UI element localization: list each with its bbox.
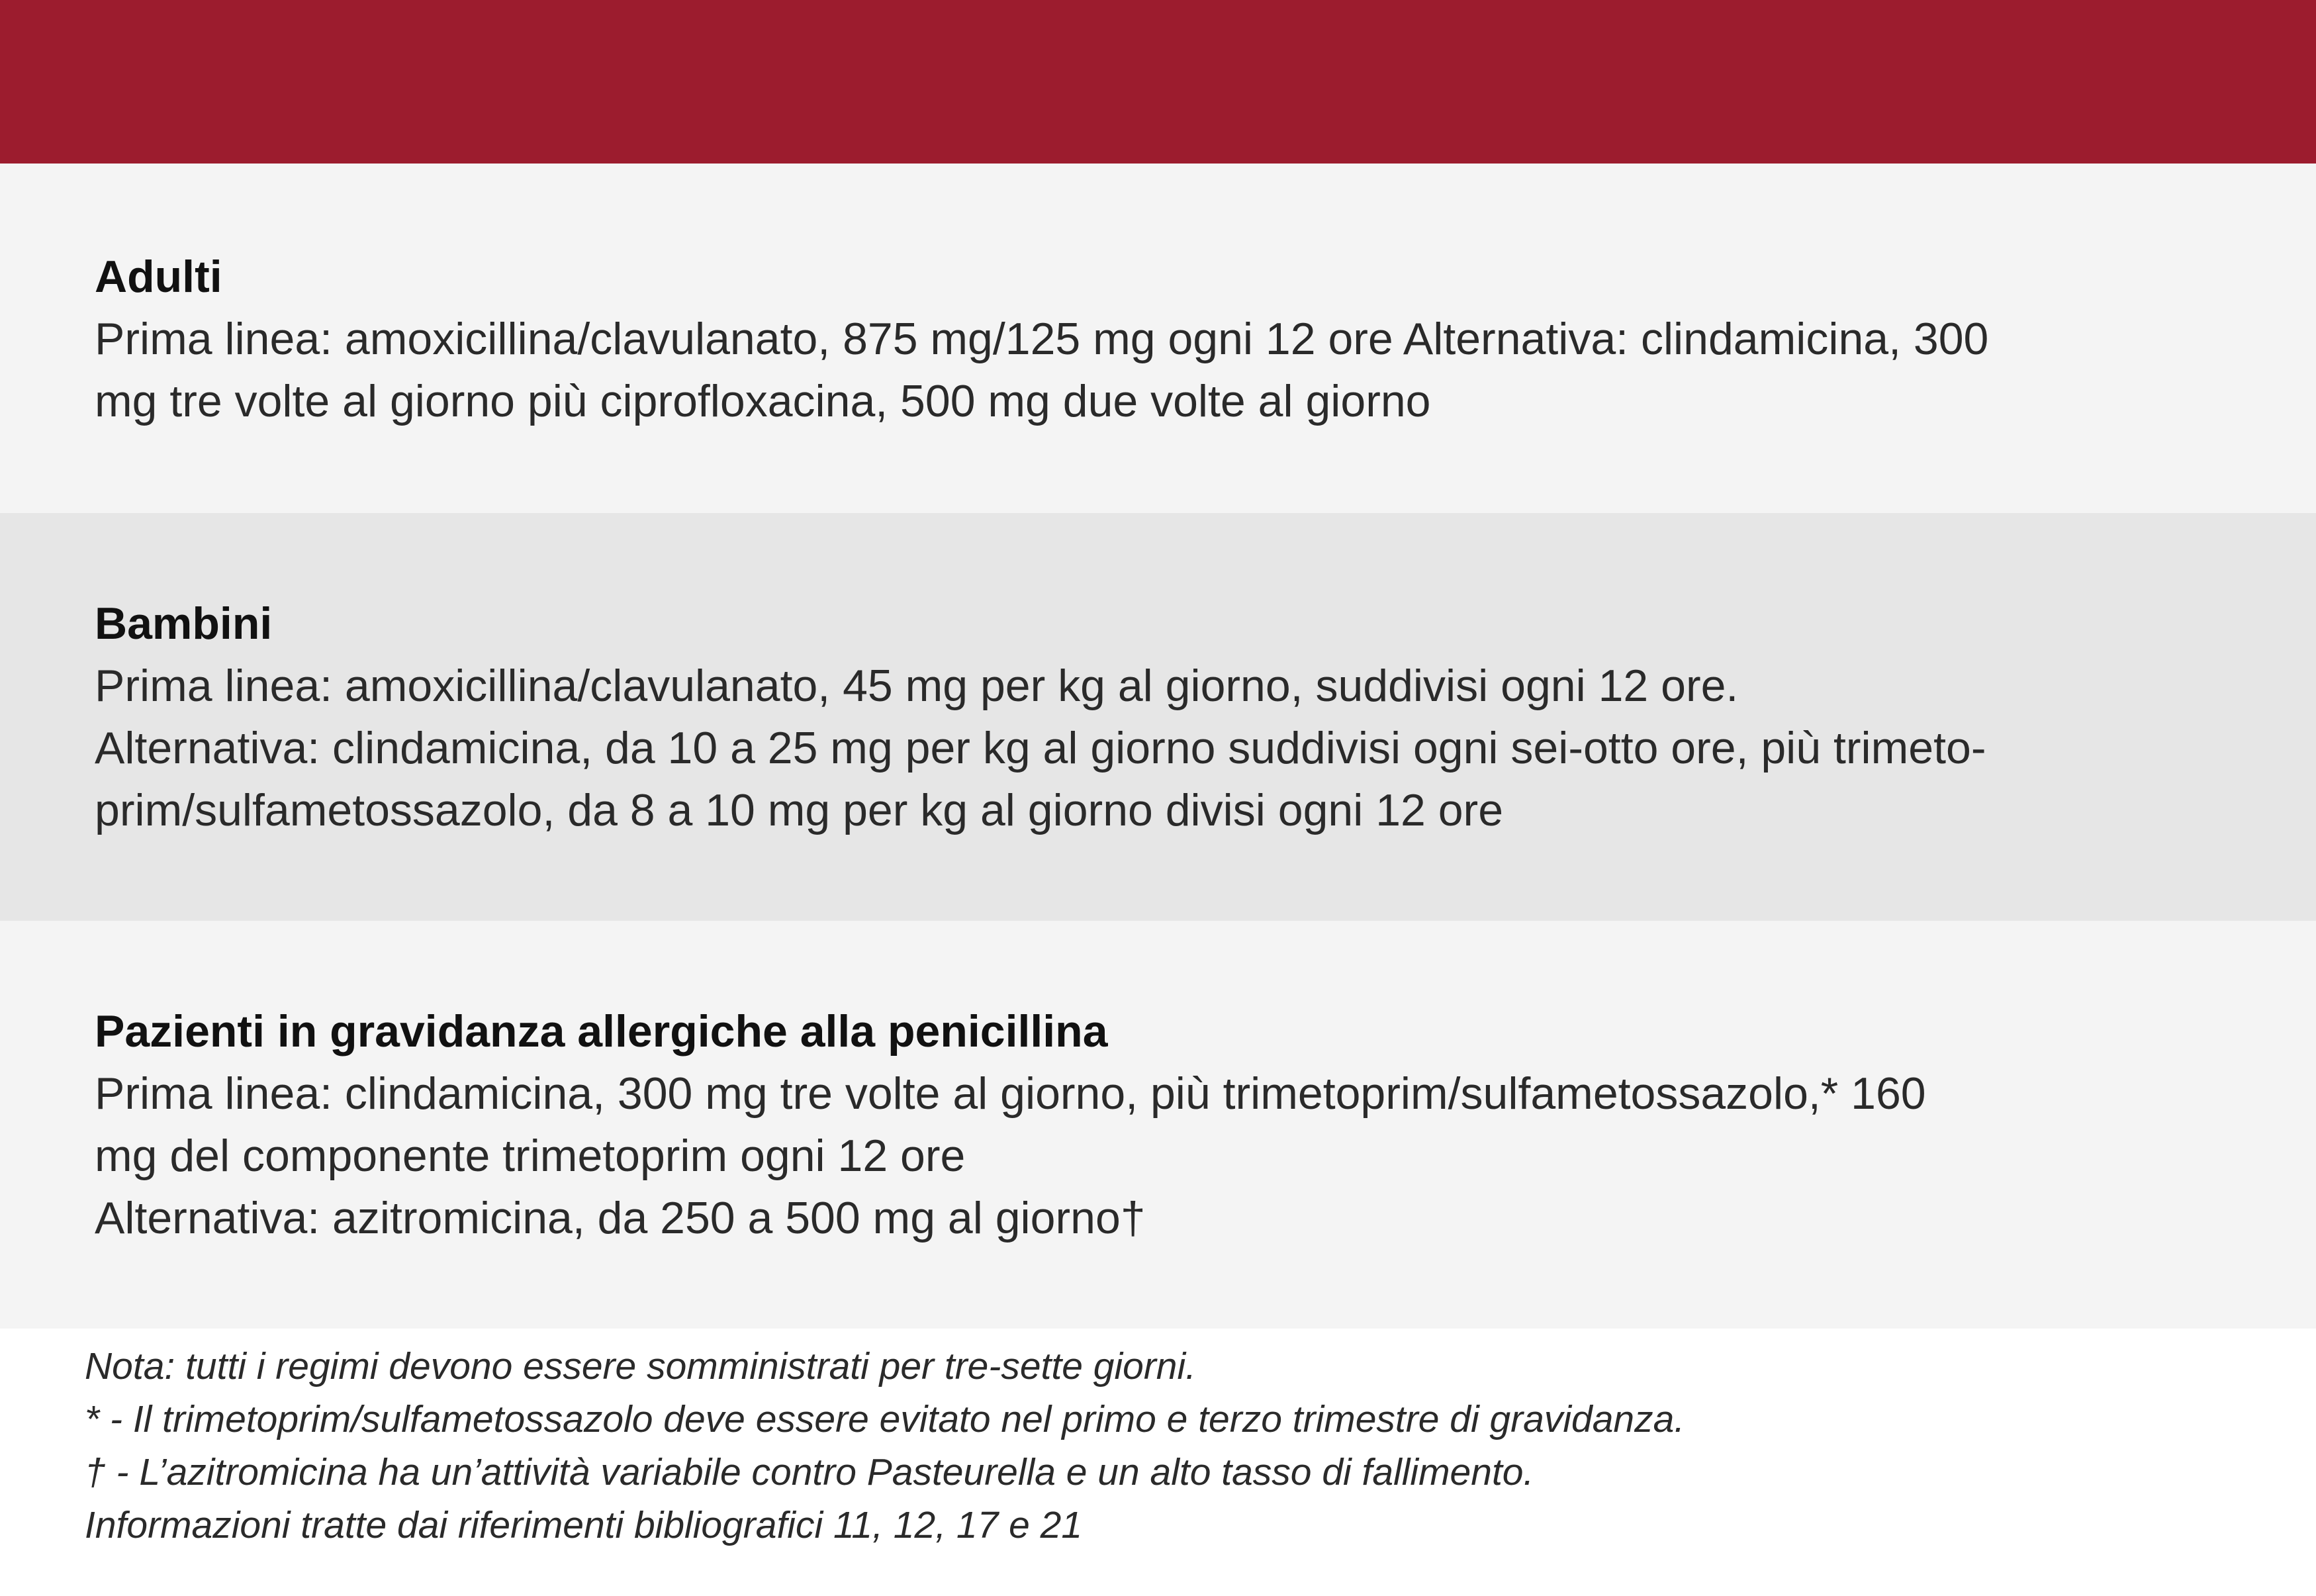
- header-band: [0, 0, 2316, 164]
- regimen-line: Prima linea: amoxicillina/clavulanato, 875 mg/125 mg ogni 12 ore Alternativa: clindamicina, 300: [95, 314, 1989, 364]
- regimen-line: Alternativa: azitromicina, da 250 a 500 mg al giorno†: [95, 1193, 1146, 1243]
- section-title-children: Bambini: [95, 598, 273, 649]
- regimen-line: mg del componente trimetoprim ogni 12 ore: [95, 1131, 966, 1181]
- footnote-line: † - L’azitromicina ha un’attività variabile contro Pasteurella e un alto tasso di fallimento.: [85, 1451, 1534, 1493]
- regimen-line: Prima linea: clindamicina, 300 mg tre volte al giorno, più trimetoprim/sulfametossazolo,* 160: [95, 1068, 1926, 1119]
- footnote-line: Informazioni tratte dai riferimenti bibliografici 11, 12, 17 e 21: [85, 1504, 1083, 1546]
- regimen-line: mg tre volte al giorno più ciprofloxacina, 500 mg due volte al giorno: [95, 376, 1431, 426]
- section-children: [0, 513, 2316, 921]
- section-title-pregnant: Pazienti in gravidanza allergiche alla penicillina: [95, 1006, 1108, 1056]
- regimen-line: Prima linea: amoxicillina/clavulanato, 45 mg per kg al giorno, suddivisi ogni 12 ore.: [95, 661, 1739, 711]
- footnote-line: * - Il trimetoprim/sulfametossazolo deve essere evitato nel primo e terzo trimestre di gravidanza.: [85, 1398, 1685, 1440]
- section-title-adults: Adulti: [95, 252, 222, 302]
- section-adults: [0, 164, 2316, 513]
- regimen-line: Alternativa: clindamicina, da 10 a 25 mg per kg al giorno suddivisi ogni sei-otto ore, più trimeto-: [95, 723, 1986, 773]
- section-pregnant: [0, 921, 2316, 1329]
- footnote-line: Nota: tutti i regimi devono essere somministrati per tre-sette giorni.: [85, 1345, 1196, 1387]
- footnotes: [85, 1340, 2269, 1552]
- regimen-line: prim/sulfametossazolo, da 8 a 10 mg per kg al giorno divisi ogni 12 ore: [95, 785, 1504, 835]
